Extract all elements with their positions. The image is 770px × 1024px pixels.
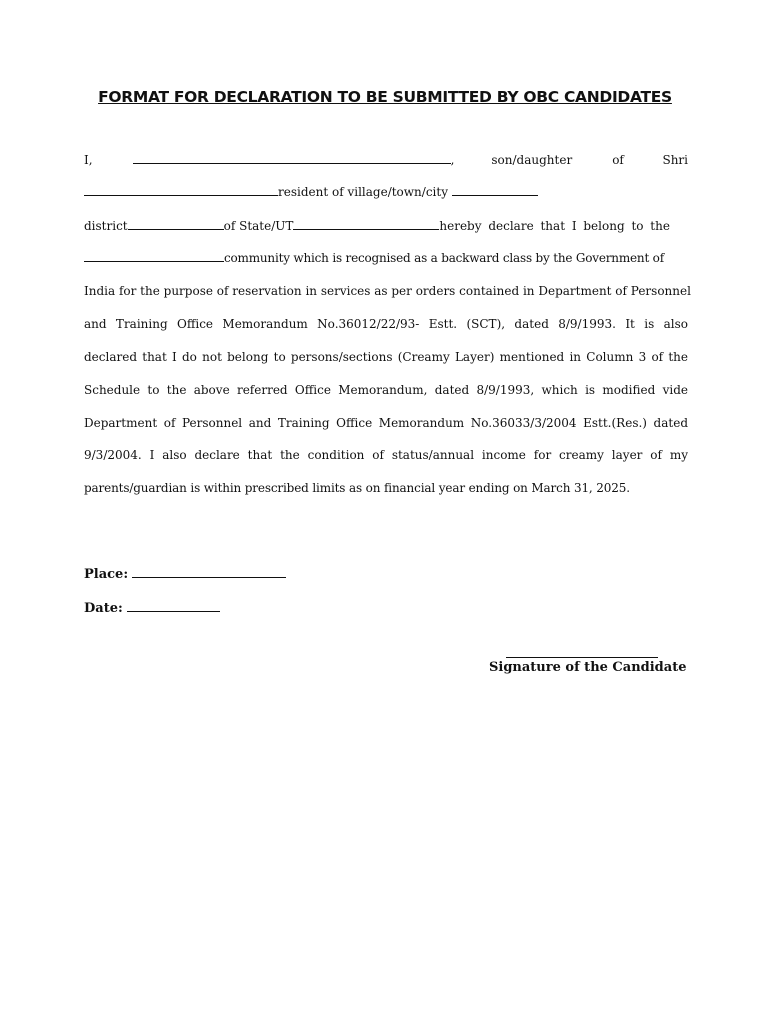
son-daughter-label: son/daughter bbox=[491, 153, 573, 167]
comma: , bbox=[450, 153, 455, 167]
of-label: of bbox=[612, 153, 624, 167]
place-label: Place: bbox=[84, 567, 129, 582]
date-label: Date: bbox=[84, 601, 123, 616]
candidate-name-field[interactable] bbox=[133, 150, 451, 164]
page-title: FORMAT FOR DECLARATION TO BE SUBMITTED BY OBC CANDIDATES bbox=[98, 88, 672, 106]
village-town-city-field[interactable] bbox=[452, 182, 538, 196]
state-ut-field[interactable] bbox=[293, 216, 439, 230]
body-line: and Training Office Memorandum No.36012/22/93- Estt. (SCT), dated 8/9/1993. It is also bbox=[84, 317, 688, 331]
body-line: declared that I do not belong to persons/sections (Creamy Layer) mentioned in Column 3 of the bbox=[84, 350, 688, 364]
hereby-declare-text: hereby declare that I belong to the bbox=[439, 219, 670, 233]
body-line: India for the purpose of reservation in services as per orders contained in Department of Personnel bbox=[84, 284, 691, 298]
date-field[interactable] bbox=[127, 598, 220, 612]
date-row bbox=[84, 598, 384, 618]
shri-label: Shri bbox=[662, 153, 688, 167]
declaration-line-3 bbox=[84, 216, 688, 236]
place-row bbox=[84, 564, 384, 584]
body-last-line: parents/guardian is within prescribed limits as on financial year ending on March 31, 2025. bbox=[84, 481, 630, 495]
of-state-label: of State/UT bbox=[223, 219, 294, 233]
place-field[interactable] bbox=[132, 564, 286, 578]
declaration-line-2 bbox=[84, 182, 688, 202]
pronoun-i: I, bbox=[84, 153, 93, 167]
declaration-line-4 bbox=[84, 248, 688, 268]
district-label: district bbox=[84, 219, 128, 233]
resident-label: resident of village/town/city bbox=[278, 185, 448, 199]
community-text: community which is recognised as a backward class by the Government of bbox=[224, 251, 664, 265]
body-line: Schedule to the above referred Office Memorandum, dated 8/9/1993, which is modified vide bbox=[84, 383, 688, 397]
father-name-field[interactable] bbox=[84, 182, 278, 196]
body-line: Department of Personnel and Training Office Memorandum No.36033/3/2004 Estt.(Res.) dated bbox=[84, 416, 688, 430]
body-line: 9/3/2004. I also declare that the condition of status/annual income for creamy layer of my bbox=[84, 448, 688, 462]
signature-field[interactable] bbox=[506, 657, 658, 658]
declaration-line-1 bbox=[84, 150, 688, 170]
signature-label: Signature of the Candidate bbox=[489, 660, 687, 675]
district-field[interactable] bbox=[128, 216, 224, 230]
community-field[interactable] bbox=[84, 248, 224, 262]
